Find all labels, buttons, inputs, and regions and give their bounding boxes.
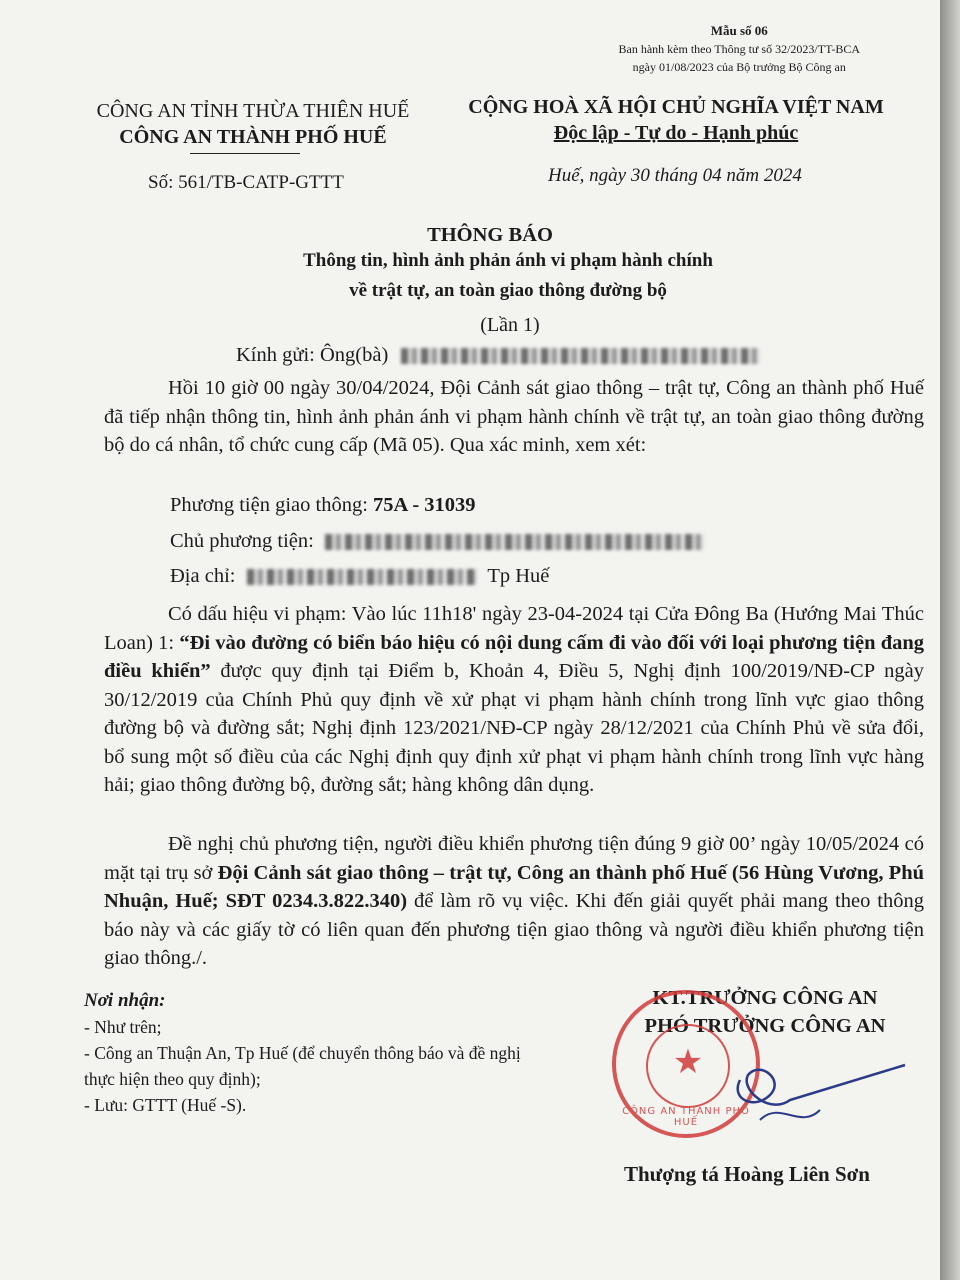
violation-intro: Có dấu hiệu vi phạm: Vào lúc 11h18' ngày 23-04-2024 tại Cửa Đông Ba (Hướng Mai Thúc Loan) 1: [104, 603, 924, 654]
form-issued-line-1: Ban hành kèm theo Thông tư số 32/2023/TT-BCA [618, 42, 860, 56]
form-reference [619, 22, 861, 76]
owner-line [170, 530, 705, 553]
request-location: Đội Cảnh sát giao thông – trật tự, Công an thành phố Huế (56 Hùng Vương, Phú Nhuận, Huế; SĐT 0234.3.822.340) [104, 861, 924, 912]
seal-ring-text: CÔNG AN THÀNH PHỐ HUẾ [622, 1106, 750, 1128]
form-issued-line-2: ngày 01/08/2023 của Bộ trưởng Bộ Công an [632, 60, 846, 74]
agency-name: CÔNG AN THÀNH PHỐ HUẾ [119, 126, 387, 148]
owner-label: Chủ phương tiện: [170, 530, 314, 552]
violation-legal-basis: được quy định tại Điểm b, Khoản 4, Điều 5, Nghị định 100/2019/NĐ-CP ngày 30/12/2019 của Chính Phủ quy định về xử phạt vi phạm hành chính trong lĩnh vực giao thông đường bộ và đường sắt; Nghị định 123/2021/NĐ-CP ngày 28/12/2021 của Chính Phủ về sửa đổi, bổ sung một số điều của các Nghị định quy định xử phạt vi phạm hành chính trong lĩnh vực hàng hải; giao thông đường bộ, đường sắt; hàng không dân dụng. [104, 660, 924, 796]
agency-parent: CÔNG AN TỈNH THỪA THIÊN HUẾ [96, 100, 410, 122]
address-redacted [247, 569, 477, 585]
document-subtitle-2: về trật tự, an toàn giao thông đường bộ [349, 280, 667, 301]
nation-name: CỘNG HOÀ XÃ HỘI CHỦ NGHĨA VIỆT NAM [468, 96, 884, 118]
form-number: Mẫu số 06 [710, 23, 768, 38]
signature-title-1: KT.TRƯỞNG CÔNG AN [652, 987, 878, 1009]
vehicle-label: Phương tiện giao thông: [170, 494, 368, 516]
handwritten-signature [700, 1040, 920, 1140]
nation-motto: Độc lập - Tự do - Hạnh phúc [553, 122, 799, 144]
request-paragraph [104, 830, 924, 973]
request-instructions: để làm rõ vụ việc. Khi đến giải quyết phải mang theo thông báo này và các giấy tờ có liên quan đến phương tiện giao thông và người điều khiển phương tiện giao thông./. [104, 890, 924, 969]
recipient-line [236, 344, 761, 367]
request-intro: Đề nghị chủ phương tiện, người điều khiển phương tiện đúng 9 giờ 00’ ngày 10/05/2024 có mặt tại trụ sở [104, 833, 924, 884]
document-subtitle-1: Thông tin, hình ảnh phản ánh vi phạm hành chính [303, 250, 713, 271]
recipients-heading: Nơi nhận: [84, 990, 166, 1011]
address-label: Địa chỉ: [170, 565, 236, 587]
attempt-label: (Lần 1) [480, 314, 540, 336]
vehicle-line [170, 494, 476, 517]
agency-header [78, 98, 428, 150]
nation-header [446, 94, 906, 146]
address-city: Tp Huế [487, 565, 550, 587]
photo-edge-shadow [940, 0, 960, 1280]
recipient-item: - Công an Thuận An, Tp Huế (để chuyển thông báo và đề nghị thực hiện theo quy định); [84, 1043, 521, 1089]
signer-name: Thượng tá Hoàng Liên Sơn [624, 1162, 870, 1186]
owner-name-redacted [325, 534, 705, 550]
recipient-item: - Như trên; [84, 1017, 162, 1037]
violation-text [104, 600, 924, 800]
document-title: THÔNG BÁO [427, 224, 553, 246]
recipient-name-redacted [401, 348, 761, 364]
agency-underline [190, 153, 300, 154]
violation-paragraph [104, 600, 924, 800]
issue-date: Huế, ngày 30 tháng 04 năm 2024 [548, 165, 802, 186]
vehicle-plate: 75A - 31039 [373, 494, 476, 516]
address-line [170, 565, 549, 588]
signature-title-2: PHÓ TRƯỞNG CÔNG AN [644, 1015, 886, 1037]
recipients-block [84, 988, 544, 1118]
violation-description: “Đi vào đường có biển báo hiệu có nội dung cấm đi vào đối với loại phương tiện đang điều khiển” [104, 631, 924, 682]
recipient-label: Kính gửi: Ông(bà) [236, 344, 389, 366]
intro-text: Hồi 10 giờ 00 ngày 30/04/2024, Đội Cảnh sát giao thông – trật tự, Công an thành phố Huế đã tiếp nhận thông tin, hình ảnh phản ánh vi phạm hành chính về trật tự, an toàn giao thông đường bộ do cá nhân, tổ chức cung cấp (Mã 05). Qua xác minh, xem xét: [104, 377, 924, 456]
seal-star-icon: ★ [672, 1044, 704, 1081]
recipient-item: - Lưu: GTTT (Huế -S). [84, 1095, 247, 1115]
document-number: Số: 561/TB-CATP-GTTT [148, 172, 344, 193]
request-text [104, 830, 924, 973]
intro-paragraph [104, 374, 924, 460]
